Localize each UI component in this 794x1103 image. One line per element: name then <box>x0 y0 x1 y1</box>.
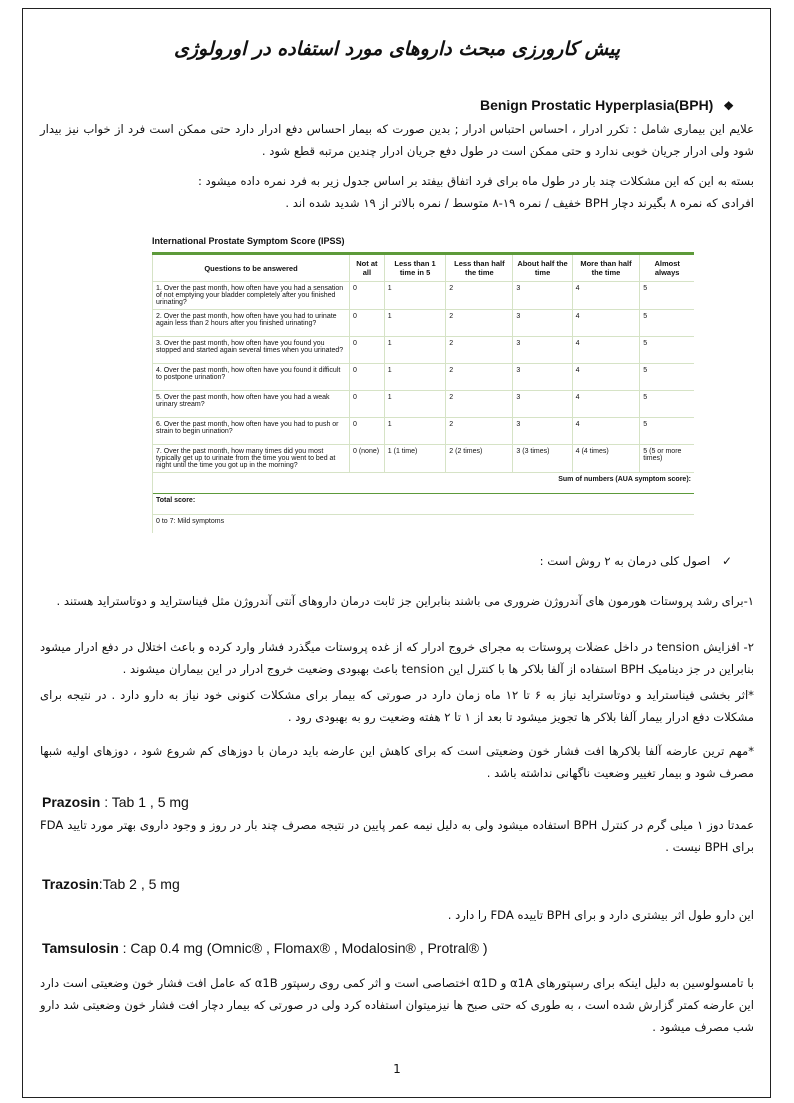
score-cell: 5 <box>640 391 694 418</box>
trazosin-heading <box>42 876 180 892</box>
table-row <box>153 364 695 391</box>
table-row <box>153 418 695 445</box>
ipss-table-container <box>152 236 694 533</box>
table-row <box>153 445 695 473</box>
score-cell: 4 (4 times) <box>572 445 640 473</box>
question-cell: 7. Over the past month, how many times did you most typically get up to urinate from the time you went to bed at night until the time you got up in the morning? <box>153 445 350 473</box>
checkmark-icon: ✓ <box>721 554 732 568</box>
header-more-than-half: More than half the time <box>572 254 640 282</box>
question-cell: 3. Over the past month, how often have you found you stopped and started again several times when you urinated? <box>153 337 350 364</box>
header-questions: Questions to be answered <box>153 254 350 282</box>
score-cell: 1 (1 time) <box>384 445 446 473</box>
score-cell: 2 <box>446 310 513 337</box>
score-cell: 2 <box>446 364 513 391</box>
score-cell: 2 <box>446 282 513 310</box>
tamsulosin-name: Tamsulosin <box>42 940 119 956</box>
table-row <box>153 337 695 364</box>
total-row <box>153 494 695 515</box>
mild-row <box>153 515 695 534</box>
score-cell: 4 <box>572 282 640 310</box>
section-heading-text: Benign Prostatic Hyperplasia(BPH) <box>479 97 714 113</box>
sum-label: Sum of numbers (AUA symptom score): <box>153 473 695 494</box>
tamsulosin-form: : Cap 0.4 mg (Omnic® , Flomax® , Modalosin® , Protral® ) <box>118 940 488 956</box>
header-almost-always: Almost always <box>640 254 694 282</box>
page-title: پیش کارورزی مبحث داروهای مورد استفاده در اورولوژی <box>173 38 621 60</box>
question-cell: 1. Over the past month, how often have you had a sensation of not emptying your bladder completely after you finished urinating? <box>153 282 350 310</box>
tamsulosin-heading <box>42 940 488 956</box>
header-less-than-1-in-5: Less than 1 time in 5 <box>384 254 446 282</box>
scoring-paragraph: بسته به این که این مشکلات چند بار در طول ماه برای فرد اتفاق بیفتد بر اساس جدول زیر به فرد نمره داده میشود : <box>197 174 754 188</box>
table-row <box>153 282 695 310</box>
score-cell: 0 <box>350 282 385 310</box>
score-cell: 0 <box>350 310 385 337</box>
symptoms-paragraph: علایم این بیماری شامل : تکرر ادرار ، احساس احتباس ادرار ; بدین صورت که بیمار احساس دفع ادرار دارد حتی ممکن است فرد از خواب نیز بیدار شود ولی ادرار جریان خوبی ندارد و حتی ممکن است در طول دفع جریان ادرار چندین مرتبه قطع شود . <box>40 122 754 158</box>
score-cell: 3 <box>513 391 572 418</box>
score-cell: 4 <box>572 418 640 445</box>
trazosin-name: Trazosin <box>42 876 99 892</box>
header-about-half: About half the time <box>513 254 572 282</box>
trazosin-description: این دارو طول اثر بیشتری دارد و برای BPH تاییده FDA را دارد . <box>447 908 754 922</box>
header-not-at-all: Not at all <box>350 254 385 282</box>
prazosin-description: عمدتا دوز ۱ میلی گرم در کنترل BPH استفاده میشود ولی به دلیل نیمه عمر پایین در نتیجه مصرف چند بار در روز و وجود داروی بهتر مورد تایید FDA برای BPH نیست . <box>40 818 754 854</box>
question-cell: 5. Over the past month, how often have you had a weak urinary stream? <box>153 391 350 418</box>
trazosin-form: :Tab 2 , 5 mg <box>98 876 180 892</box>
score-cell: 2 (2 times) <box>446 445 513 473</box>
score-cell: 3 <box>513 418 572 445</box>
header-less-than-half: Less than half the time <box>446 254 513 282</box>
prazosin-form: : Tab 1 , 5 mg <box>100 794 189 810</box>
score-cell: 1 <box>384 337 446 364</box>
score-cell: 1 <box>384 391 446 418</box>
score-cell: 0 (none) <box>350 445 385 473</box>
score-cell: 1 <box>384 310 446 337</box>
prazosin-name: Prazosin <box>42 794 101 810</box>
table-row <box>153 391 695 418</box>
treatment-heading-text: اصول کلی درمان به ۲ روش است : <box>539 554 711 568</box>
note-efficacy: *اثر بخشی فیناستراید و دوتاستراید نیاز به ۶ تا ۱۲ ماه زمان دارد در صورتی که بیمار برای مشکلات کنونی خود نیاز به دارو دارد . در نتیجه برای مشکلات دفع ادرار بیمار آلفا بلاکر ها تجویز میشود تا بعد از ۱ تا ۲ هفته وضعیت رو به بهبودی رود . <box>40 688 754 724</box>
score-cell: 5 <box>640 337 694 364</box>
score-cell: 2 <box>446 391 513 418</box>
note-side-effect: *مهم ترین عارضه آلفا بلاکرها افت فشار خون وضعیتی است که برای کاهش این عارضه باید درمان با دوزهای کم شروع شود ، دوزهای اولیه شبها مصرف شود و بیمار تغییر وضعیت ناگهانی نداشته باشد . <box>40 744 754 780</box>
question-cell: 2. Over the past month, how often have you had to urinate again less than 2 hours after you finished urinating? <box>153 310 350 337</box>
score-cell: 1 <box>384 364 446 391</box>
tamsulosin-description: با تامسولوسین به دلیل اینکه برای رسپتورهای α1A و α1D اختصاصی است و اثر کمی روی رسپتور α1B که عامل افت فشار خون وضعیتی است دارد این عارضه کمتر گزارش شده است ، به طوری که حتی صبح ها نیزمیتوان استفاده کرد ولی در صورتی که بیمار دچار افت فشار خون وضعیتی شد دارو شب مصرف میشود . <box>40 976 754 1034</box>
score-cell: 4 <box>572 364 640 391</box>
question-cell: 4. Over the past month, how often have you found it difficult to postpone urination? <box>153 364 350 391</box>
mild-label: 0 to 7: Mild symptoms <box>153 515 695 534</box>
score-cell: 2 <box>446 418 513 445</box>
score-cell: 0 <box>350 418 385 445</box>
section-heading <box>480 97 734 113</box>
score-cell: 1 <box>384 282 446 310</box>
score-cell: 1 <box>384 418 446 445</box>
score-cell: 0 <box>350 391 385 418</box>
point-two: ۲- افزایش tension در داخل عضلات پروستات به مجرای خروج ادرار که از غده پروستات میگذرد فشار وارد کرده و باعث اختلال در دفع ادرار میشود بنابراین در جز دینامیک BPH استفاده از آلفا بلاکر ها با کنترل این tension باعث بهبودی وضعیت خروج ادرار در این بیماران میشوند . <box>40 640 754 676</box>
page-number: 1 <box>393 1062 401 1076</box>
score-cell: 2 <box>446 337 513 364</box>
score-cell: 3 <box>513 364 572 391</box>
sum-row <box>153 473 695 494</box>
score-cell: 5 <box>640 310 694 337</box>
table-caption: International Prostate Symptom Score (IPSS) <box>152 236 345 246</box>
score-cell: 3 <box>513 310 572 337</box>
table-row <box>153 310 695 337</box>
point-one: ۱-برای رشد پروستات هورمون های آندروژن ضروری می باشند بنابراین جز ثابت درمان داروهای آنتی آندروژن مثل فیناستراید و دوتاستراید هستند . <box>56 594 754 608</box>
score-cell: 5 <box>640 418 694 445</box>
table-header-row <box>153 254 695 282</box>
ipss-table <box>152 252 694 533</box>
score-cell: 0 <box>350 337 385 364</box>
question-cell: 6. Over the past month, how often have you had to push or strain to begin urination? <box>153 418 350 445</box>
treatment-heading <box>540 554 732 568</box>
score-cell: 3 <box>513 337 572 364</box>
total-label: Total score: <box>153 494 695 515</box>
score-cell: 4 <box>572 337 640 364</box>
score-cell: 0 <box>350 364 385 391</box>
score-cell: 4 <box>572 391 640 418</box>
prazosin-heading <box>42 794 189 810</box>
score-cell: 3 <box>513 282 572 310</box>
score-cell: 5 <box>640 282 694 310</box>
score-cell: 5 (5 or more times) <box>640 445 694 473</box>
score-cell: 4 <box>572 310 640 337</box>
diamond-bullet-icon: ❖ <box>723 99 734 113</box>
score-cell: 3 (3 times) <box>513 445 572 473</box>
severity-paragraph: افرادی که نمره ۸ بگیرند دچار BPH خفیف / نمره ۱۹-۸ متوسط / نمره بالاتر از ۱۹ شدید شده اند . <box>285 196 754 210</box>
score-cell: 5 <box>640 364 694 391</box>
